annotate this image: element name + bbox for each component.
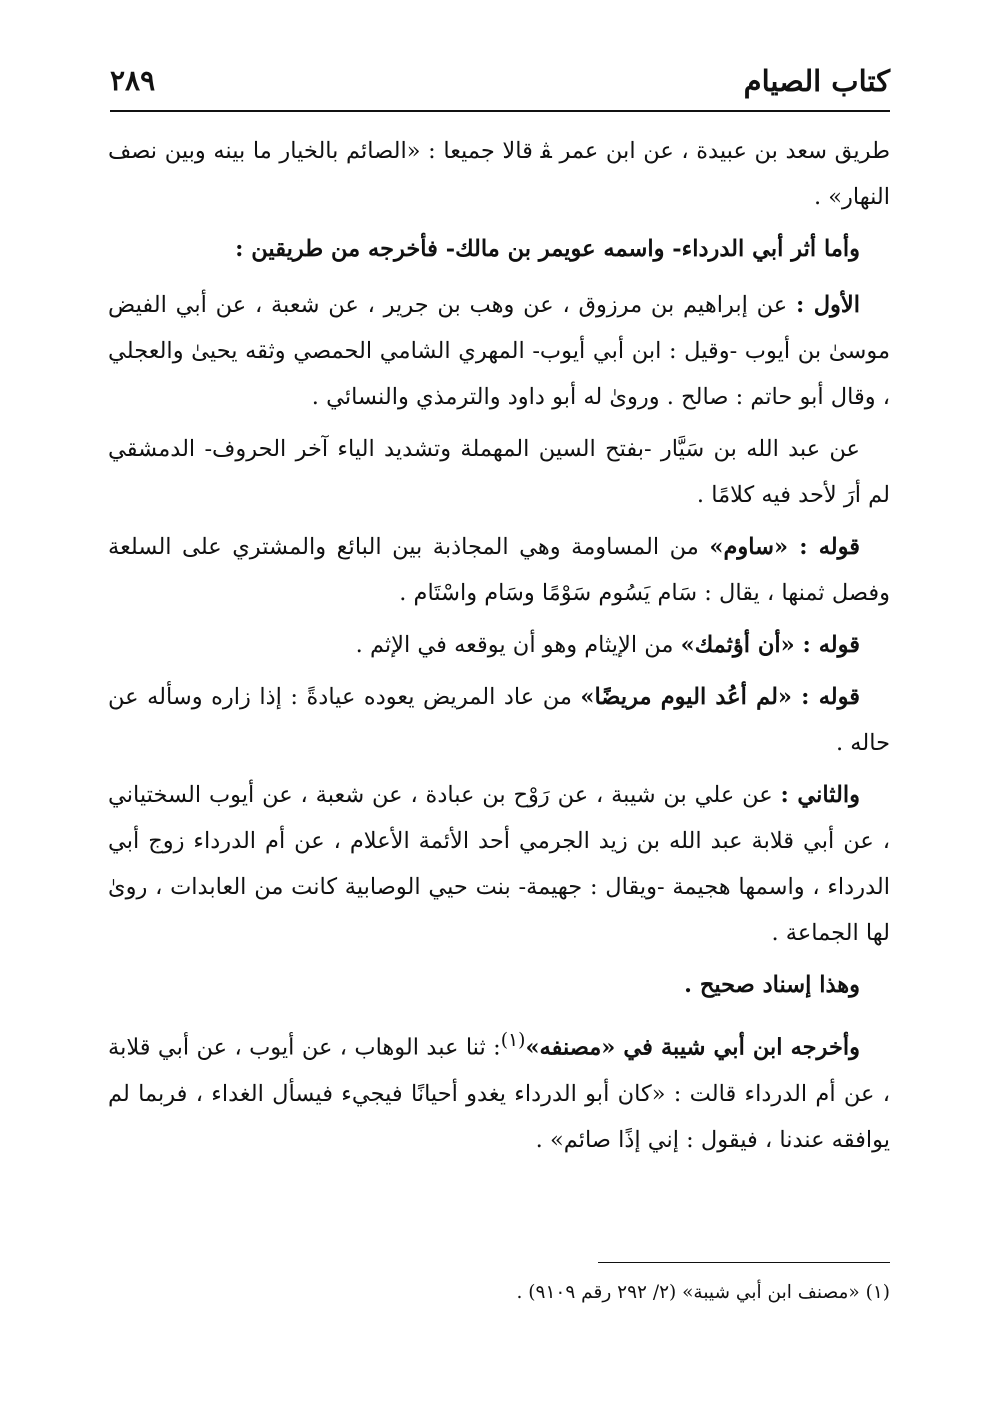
paragraph-text: : ثنا عبد الوهاب ، عن أيوب ، عن أبي قلابة ، عن أم الدرداء قالت : «كان أبو الدرداء يغدو أحيانًا فيجيء فيسأل الغداء ، فربما لم يوافقه عندنا ، فيقول : إني إذًا صائم» . <box>108 1034 890 1153</box>
footnote <box>108 1278 890 1308</box>
paragraph-second-chain <box>108 772 890 956</box>
footnote-text: (١) «مصنف ابن أبي شيبة» (٢/ ٢٩٢ رقم ٩١٠٩) . <box>516 1282 890 1303</box>
paragraph-sawama <box>108 524 890 616</box>
paragraph-lead: قوله : «ساوم» <box>709 534 860 560</box>
paragraph-lead: وأخرجه ابن أبي شيبة في «مصنفه» <box>525 1034 861 1061</box>
paragraph-lead: قوله : «لم أعُد اليوم مريضًا» <box>580 684 860 710</box>
footnote-reference[interactable]: (١) <box>500 1030 526 1051</box>
section-heading <box>108 226 890 272</box>
paragraph-text: طريق سعد بن عبيدة ، عن ابن عمر ﭭ قالا جميعا : «الصائم بالخيار ما بينه وبين نصف النهار» . <box>108 138 890 210</box>
paragraph-ibn-abi-shaiba <box>108 1018 890 1163</box>
paragraph-text: عن علي بن شيبة ، عن رَوْح بن عبادة ، عن شعبة ، عن أيوب السختياني ، عن أبي قلابة عبد الله بن زيد الجرمي أحد الأئمة الأعلام ، عن أم الدرداء زوج أبي الدرداء ، واسمها هجيمة -ويقال : جهيمة- بنت حيي الوصابية كانت من العابدات ، روىٰ لها الجماعة . <box>108 782 890 946</box>
paragraph-text: عن إبراهيم بن مرزوق ، عن وهب بن جرير ، عن شعبة ، عن أبي الفيض موسىٰ بن أيوب -وقيل : ابن أبي أيوب- المهري الشامي الحمصي وثقه يحيىٰ والعجلي ، وقال أبو حاتم : صالح . وروىٰ له أبو داود والترمذي والنسائي . <box>108 292 890 410</box>
heading-text: وهذا إسناد صحيح . <box>684 972 860 998</box>
paragraph-lead: والثاني : <box>780 782 860 808</box>
main-text <box>108 128 890 1169</box>
running-header <box>110 58 890 106</box>
isnad-verdict <box>108 962 890 1008</box>
paragraph-text: عن عبد الله بن سَيَّار -بفتح السين المهملة وتشديد الياء آخر الحروف- الدمشقي لم أرَ لأحد فيه كلامًا . <box>108 436 890 508</box>
footnote-divider <box>598 1262 890 1263</box>
heading-text: وأما أثر أبي الدرداء- واسمه عويمر بن مالك- فأخرجه من طريقين : <box>235 236 860 262</box>
paragraph-1 <box>108 128 890 220</box>
paragraph-narrator <box>108 426 890 518</box>
header-divider <box>110 110 890 112</box>
chapter-title: كتاب الصيام <box>743 64 890 98</box>
paragraph-text: من المساومة وهي المجاذبة بين البائع والمشتري على السلعة وفصل ثمنها ، يقال : سَام يَسُوم سَوْمًا وسَام واسْتَام . <box>108 534 890 606</box>
paragraph-first-chain <box>108 282 890 420</box>
paragraph-marid <box>108 674 890 766</box>
paragraph-text: من الإيثام وهو أن يوقعه في الإثم . <box>355 632 681 658</box>
paragraph-text: من عاد المريض يعوده عيادةً : إذا زاره وسأله عن حاله . <box>108 684 890 756</box>
page-number: ٢٨٩ <box>110 64 156 97</box>
paragraph-lead: قوله : «أن أؤثمك» <box>680 632 860 658</box>
paragraph-lead: الأول : <box>795 292 860 318</box>
paragraph-uthimuk <box>108 622 890 668</box>
